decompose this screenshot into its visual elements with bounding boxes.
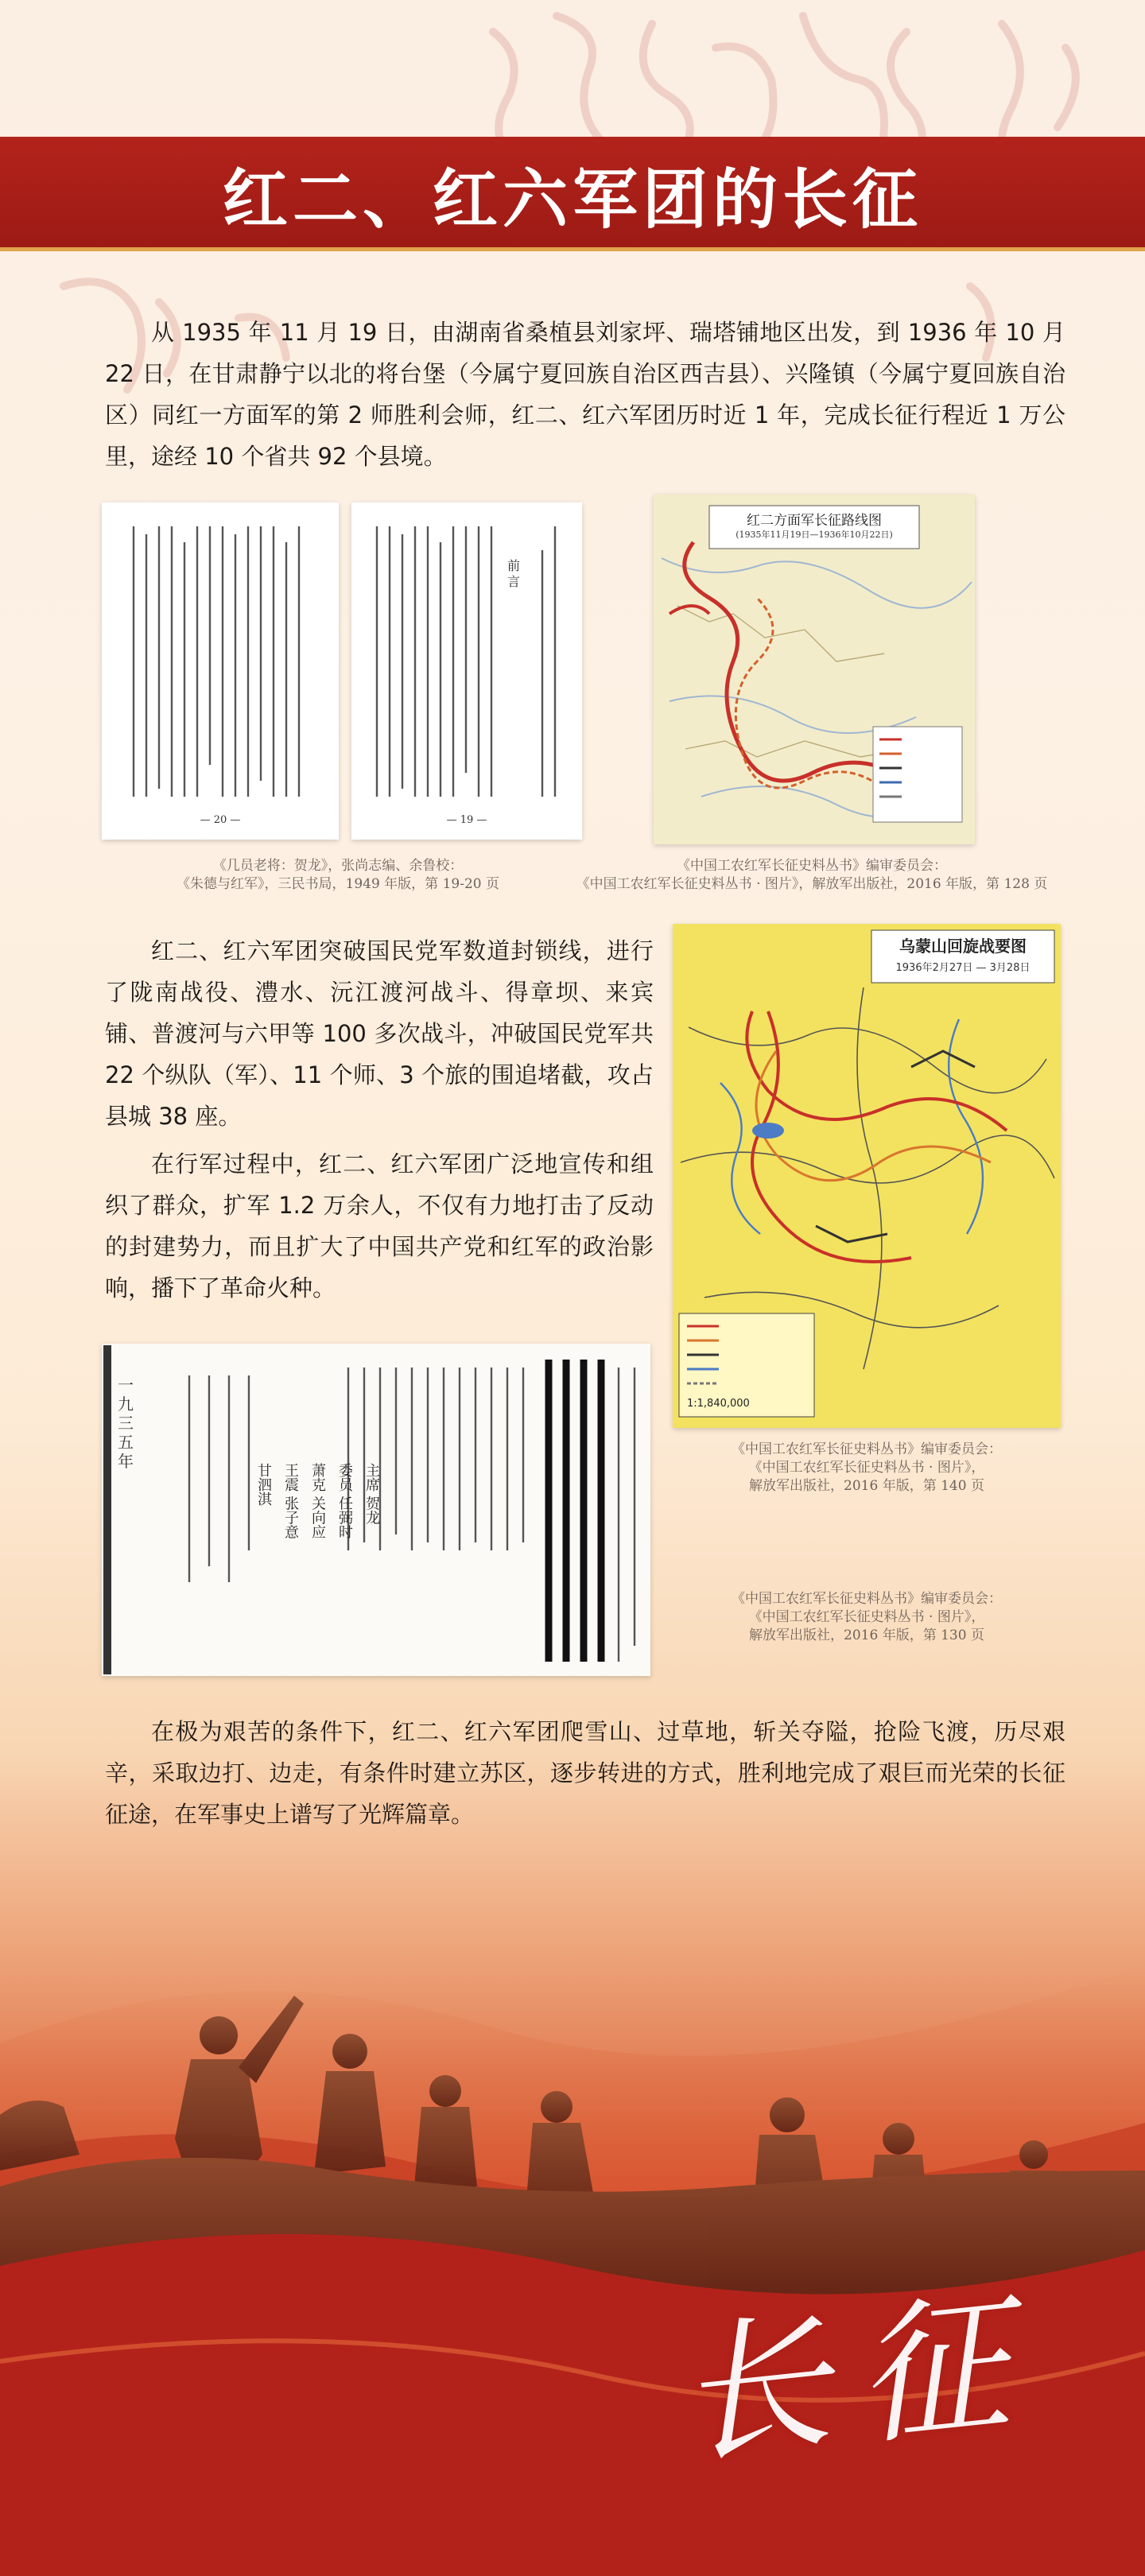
caption-wumeng-map-line3: 解放军出版社，2016 年版，第 140 页 bbox=[749, 1478, 984, 1494]
book-page-left bbox=[102, 502, 339, 840]
caption-document-line1: 《中国工农红军长征史料丛书》编审委员会： bbox=[732, 1591, 1002, 1607]
closing-paragraph: 在极为艰苦的条件下，红二、红六军团爬雪山、过草地，斩关夺隘，抢险飞渡，历尽艰辛，采取边打、边走，有条件时建立苏区，逐步转进的方式，胜利地完成了艰巨而光荣的长征征途，在军事史上谱写了光辉篇章。 bbox=[105, 1718, 1065, 1828]
route-map-image bbox=[654, 495, 975, 844]
caption-document-line3: 解放军出版社，2016 年版，第 130 页 bbox=[749, 1627, 984, 1643]
route-map-subtitle: (1935年11月19日—1936年10月22日) bbox=[736, 530, 893, 540]
sculpture-decoration bbox=[0, 1852, 1145, 2576]
caption-wumeng-map-line2: 《中国工农红军长征史料丛书 · 图片》， bbox=[748, 1460, 985, 1476]
brush-calligraphy-changzheng: 长征 bbox=[669, 2272, 1046, 2485]
right-page-heading: 前 言 bbox=[507, 558, 521, 589]
caption-route-map bbox=[538, 857, 1086, 894]
caption-book bbox=[151, 857, 525, 894]
signature-0: 主席 贺龙 bbox=[363, 1463, 380, 1525]
intro-paragraph: 从 1935 年 11 月 19 日，由湖南省桑植县刘家坪、瑞塔铺地区出发，到 1936 年 10 月 22 日，在甘肃静宁以北的将台堡（今属宁夏回族自治区西吉县）、兴隆镇（今属宁夏回族自治区）同红一方面军的第 2 师胜利会师，红二、红六军团历时近 1 年，完成长征行程近 1 万公里，途经 10 个省共 92 个县境。 bbox=[105, 319, 1065, 470]
left-page-number: — 20 — bbox=[200, 814, 241, 826]
battles-paragraph: 红二、红六军团突破国民党军数道封锁线，进行了陇南战役、澧水、沅江渡河战斗、得章坝、来宾铺、普渡河与六甲等 100 多次战斗，冲破国民党军共 22 个纵队（军）、11 个师、3 个旅的围追堵截，攻占县城 38 座。 bbox=[105, 937, 654, 1130]
historical-document-image bbox=[102, 1344, 650, 1676]
caption-document bbox=[700, 1590, 1034, 1645]
caption-document-line2: 《中国工农红军长征史料丛书 · 图片》， bbox=[748, 1609, 985, 1625]
signature-2: 萧克 关向应 bbox=[309, 1463, 326, 1539]
caption-route-map-line1: 《中国工农红军长征史料丛书》编审委员会： bbox=[677, 858, 947, 874]
wumeng-map-scale: 1:1,840,000 bbox=[687, 1398, 750, 1410]
caption-wumeng-map bbox=[700, 1441, 1034, 1496]
caption-route-map-line2: 《中国工农红军长征史料丛书 · 图片》，解放军出版社，2016 年版，第 128 页 bbox=[576, 876, 1048, 892]
caption-wumeng-map-line1: 《中国工农红军长征史料丛书》编审委员会： bbox=[732, 1441, 1002, 1457]
caption-book-line2: 《朱德与红军》，三民书局，1949 年版，第 19-20 页 bbox=[177, 876, 499, 892]
title-banner bbox=[0, 137, 1145, 251]
route-map-title: 红二方面军长征路线图 bbox=[747, 513, 882, 529]
book-page-right bbox=[351, 502, 582, 840]
caption-book-line1: 《几员老将：贺龙》，张尚志编、余鲁校： bbox=[212, 858, 464, 874]
wumeng-map-subtitle: 1936年2月27日 — 3月28日 bbox=[895, 962, 1030, 974]
propaganda-paragraph: 在行军过程中，红二、红六军团广泛地宣传和组织了群众，扩军 1.2 万余人，不仅有力地打击了反动的封建势力，而且扩大了中国共产党和红军的政治影响，播下了革命火种。 bbox=[105, 1150, 654, 1302]
document-date: 一九三五年 bbox=[118, 1375, 134, 1471]
wumeng-map-image bbox=[673, 924, 1061, 1428]
wumeng-map-title: 乌蒙山回旋战要图 bbox=[899, 937, 1027, 956]
document-signatures bbox=[253, 1463, 382, 1539]
signature-3: 王震 张子意 bbox=[282, 1463, 299, 1539]
signature-4: 甘泗淇 bbox=[255, 1463, 272, 1506]
page-title: 红二、红六军团的长征 bbox=[222, 161, 922, 238]
right-page-number: — 19 — bbox=[446, 814, 487, 826]
signature-1: 委员 任弼时 bbox=[336, 1463, 353, 1539]
